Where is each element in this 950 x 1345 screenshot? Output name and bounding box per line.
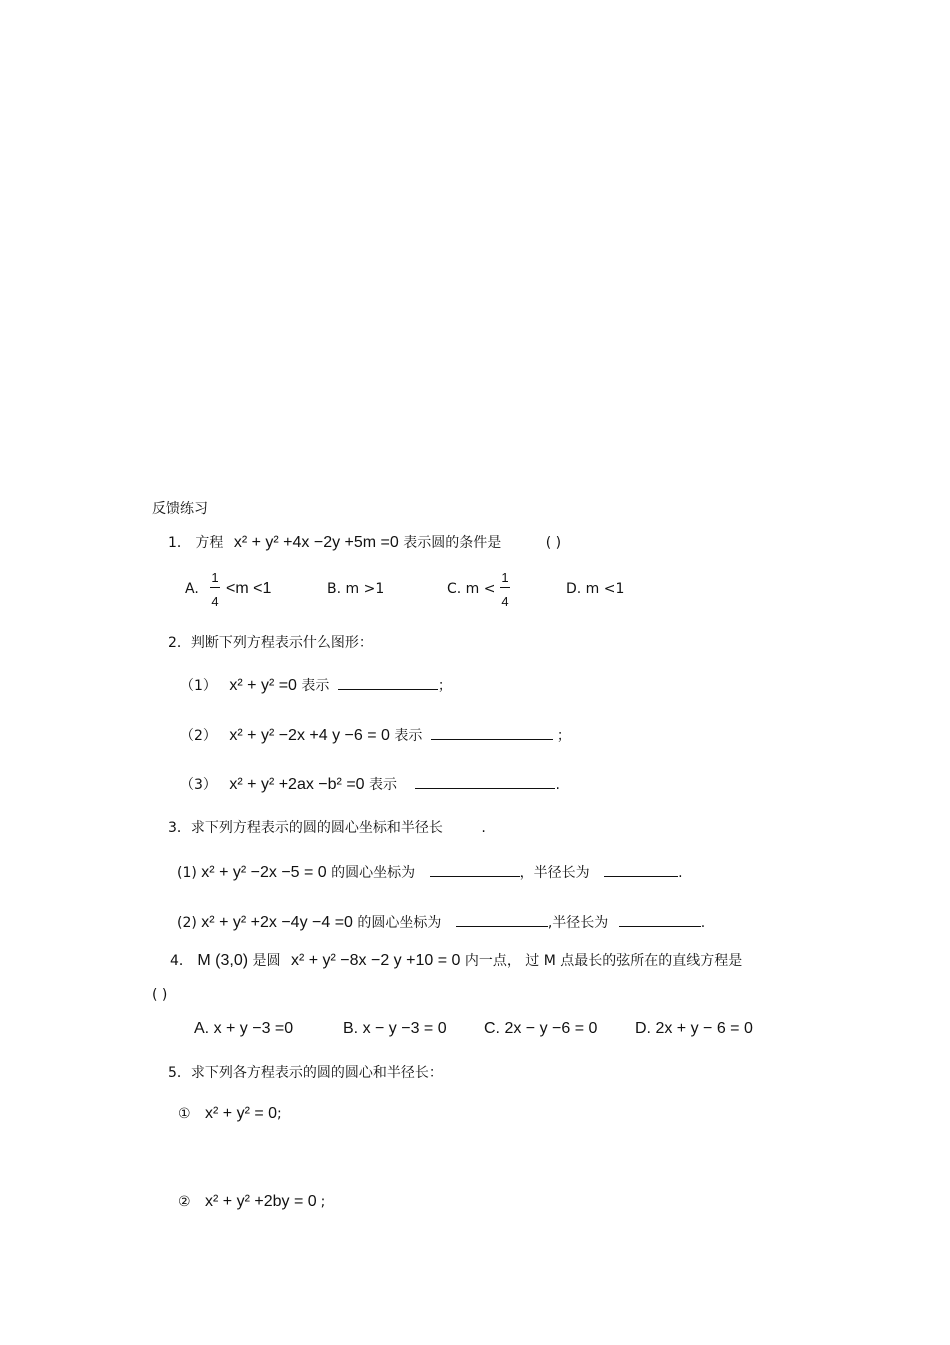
answer-paren: ( ) (152, 987, 168, 1003)
equation: x² + y² +4x −2y +5m =0 (233, 534, 399, 551)
question-2: 2．判断下列方程表示什么图形： (168, 635, 373, 651)
center-blank[interactable] (430, 862, 520, 877)
section-title: 反馈练习 (152, 501, 208, 517)
equation: x² + y² +2x −4y −4 =0 (201, 914, 353, 931)
item-label: （3） (180, 777, 217, 793)
question-stem: 3．求下列方程表示的圆的圆心坐标和半径长 (168, 820, 443, 836)
option-c-text: C. m < (447, 581, 496, 597)
item-label: ② (178, 1194, 191, 1210)
item-end: ； (556, 728, 571, 744)
question-2-item-2 (180, 725, 571, 746)
option-d: D. 2x + y − 6 = 0 (635, 1020, 753, 1037)
question-5: 5．求下列各方程表示的圆的圆心和半径长： (168, 1065, 443, 1081)
radius-blank[interactable] (619, 912, 701, 927)
center-blank[interactable] (456, 912, 548, 927)
item-end: . (678, 865, 683, 881)
answer-paren: ( ) (545, 535, 562, 551)
point: M (3,0) (197, 952, 249, 969)
item-end: . (700, 915, 706, 931)
question-4 (170, 951, 742, 971)
question-number: 4． (170, 953, 193, 969)
option-b: B. x − y −3 = 0 (343, 1020, 447, 1037)
item-end: ; (277, 1106, 282, 1122)
question-tail: 内一点， 过 M 点最长的弦所在的直线方程是 (464, 953, 743, 969)
item-tail: 表示 (394, 728, 423, 744)
stem-label: 方程 (195, 535, 224, 551)
item-end: . (555, 777, 560, 793)
item-end: ; (320, 1194, 326, 1210)
item-tail: 表示 (301, 678, 330, 694)
center-label: 的圆心坐标为 (331, 865, 416, 881)
option-c-denominator: 4 (501, 594, 509, 609)
radius-label: ，半径长为 (519, 865, 590, 881)
question-5-item-1 (178, 1104, 282, 1124)
option-a-text: <m <1 (226, 580, 272, 597)
radius-blank[interactable] (604, 862, 678, 877)
question-3-item-2 (177, 912, 705, 933)
question-number: 1． (168, 535, 191, 551)
item-label: ① (178, 1106, 191, 1122)
radius-label: ,半径长为 (547, 915, 609, 931)
option-c: C. 2x − y −6 = 0 (484, 1020, 598, 1037)
question-stem-end: . (481, 820, 486, 836)
question-2-item-3 (180, 774, 560, 795)
option-d: D. m <1 (566, 581, 625, 597)
item-label: （2） (180, 728, 217, 744)
is-label: 是圆 (252, 953, 281, 969)
equation: x² + y² +2by = 0 (205, 1193, 317, 1210)
option-b: B. m >1 (327, 581, 385, 597)
option-a: A. x + y −3 =0 (194, 1020, 294, 1037)
equation: x² + y² = 0 (205, 1105, 278, 1122)
item-end: ； (437, 678, 452, 694)
answer-blank[interactable] (431, 725, 553, 740)
equation: x² + y² −2x +4 y −6 = 0 (229, 727, 390, 744)
option-a-denominator: 4 (211, 594, 219, 609)
question-1 (168, 533, 561, 553)
item-label: (2) (177, 915, 197, 931)
option-a-label: A. (185, 581, 199, 597)
item-label: （1） (180, 678, 217, 694)
center-label: 的圆心坐标为 (357, 915, 442, 931)
option-c-numerator: 1 (501, 570, 509, 585)
question-2-item-1 (180, 675, 452, 696)
option-a-fraction-bar (210, 587, 220, 588)
answer-blank[interactable] (415, 774, 555, 789)
item-tail: 表示 (369, 777, 398, 793)
answer-blank[interactable] (338, 675, 438, 690)
question-5-item-2 (178, 1192, 325, 1212)
item-label: (1) (177, 865, 197, 881)
equation: x² + y² −2x −5 = 0 (201, 864, 327, 881)
question-3 (168, 818, 486, 838)
option-a-numerator: 1 (211, 570, 219, 585)
equation: x² + y² =0 (229, 677, 297, 694)
option-c-fraction-bar (500, 587, 510, 588)
stem-tail: 表示圆的条件是 (403, 535, 502, 551)
question-3-item-1 (177, 862, 683, 883)
equation: x² + y² +2ax −b² =0 (229, 776, 365, 793)
equation: x² + y² −8x −2 y +10 = 0 (290, 952, 461, 969)
